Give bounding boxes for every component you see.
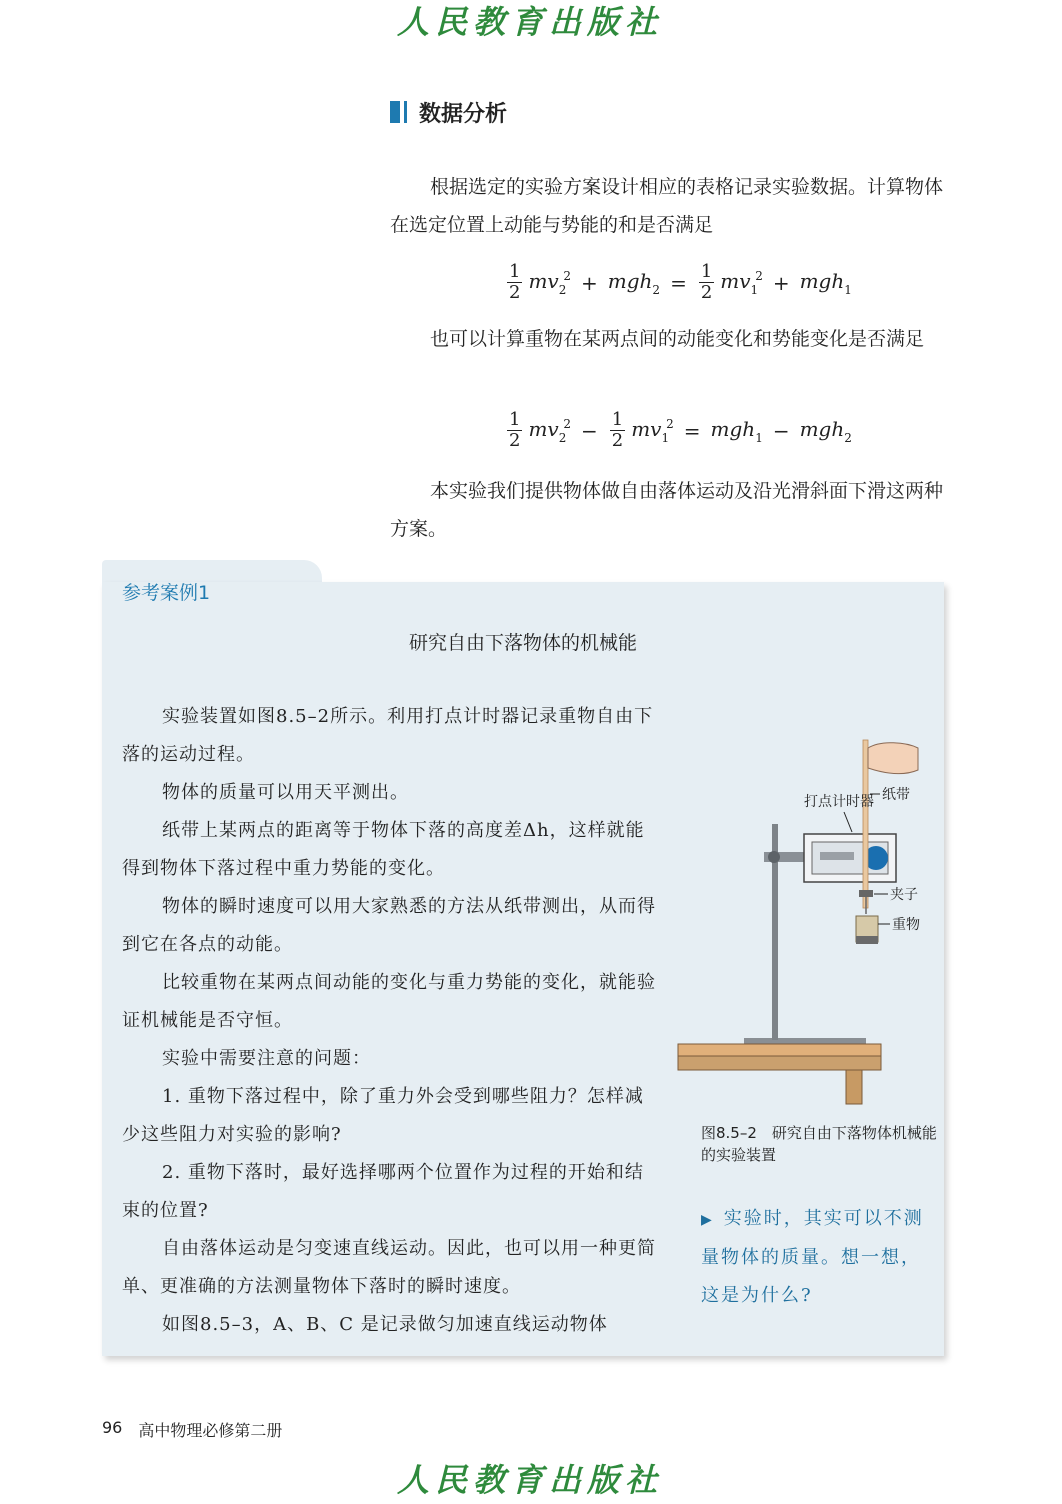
table-edge [678, 1056, 881, 1070]
publisher-logo-top: 人民教育出版社 [396, 3, 663, 41]
side-note [701, 1200, 937, 1315]
case-line: 实验中需要注意的问题： [162, 1048, 371, 1069]
paragraph-3-text: 本实验我们提供物体做自由落体运动及沿光滑斜面下滑这两种方案。 [390, 480, 944, 540]
section-heading [390, 96, 507, 128]
table-top [678, 1044, 881, 1056]
paper-tape [863, 740, 868, 908]
paragraph-1 [390, 168, 950, 244]
label-tape: 纸带 [882, 787, 910, 803]
section-title: 数据分析 [419, 101, 508, 127]
formula-1: $\frac{1}{2}$ $mv_2^2$ + mgh$_2$ = $\frac{1}{2}$ $mv_1^2$ + mgh$_1$ [509, 261, 852, 303]
stand-clamp-icon [768, 851, 780, 863]
paragraph-3 [390, 472, 950, 548]
case-line: 纸带上某两点的距离等于物体下落的高度差Δh，这样就能得到物体下落过程中重力势能的变化。 [122, 820, 645, 879]
side-note-text: 实验时，其实可以不测量物体的质量。想一想，这是为什么? [701, 1208, 924, 1306]
paragraph-2-text: 也可以计算重物在某两点间的动能变化和势能变化是否满足 [430, 328, 925, 350]
book-title: 高中物理必修第二册 [138, 1421, 283, 1440]
triangle-right-icon: ▶ [701, 1212, 714, 1228]
formula-2: $\frac{1}{2}$ $mv_2^2$ − $\frac{1}{2}$ $mv_1^2$ = mgh$_1$ − mgh$_2$ [509, 409, 852, 451]
page-number: 96 [102, 1418, 123, 1437]
case-line: 物体的质量可以用天平测出。 [162, 782, 409, 803]
label-weight: 重物 [892, 917, 920, 933]
case-text [122, 698, 660, 1344]
weight-base [856, 936, 878, 944]
paragraph-1-text: 根据选定的实验方案设计相应的表格记录实验数据。计算物体在选定位置上动能与势能的和是否满足 [390, 176, 944, 236]
section-marker-bar [404, 101, 407, 123]
label-clamp: 夹子 [890, 887, 918, 903]
case-line: 如图8.5–3，A、B、C 是记录做匀加速直线运动物体 [162, 1314, 608, 1335]
label-timer: 打点计时器 [804, 794, 874, 810]
case-line: 自由落体运动是匀变速直线运动。因此，也可以用一种更简单、更准确的方法测量物体下落时的瞬时速度。 [122, 1238, 656, 1297]
apparatus-figure [676, 720, 936, 1120]
case-line: 2. 重物下落时，最好选择哪两个位置作为过程的开始和结束的位置? [122, 1162, 644, 1221]
section-marker-icon [390, 101, 400, 123]
tape-clamp [859, 890, 873, 897]
case-label: 参考案例1 [122, 582, 211, 604]
base-plate [744, 1038, 866, 1044]
timer-bar [820, 852, 854, 860]
publisher-logo-bottom: 人民教育出版社 [396, 1461, 663, 1499]
figure-caption: 图8.5–2 研究自由下落物体机械能的实验装置 [701, 1124, 937, 1164]
case-line: 1. 重物下落过程中，除了重力外会受到哪些阻力？怎样减少这些阻力对实验的影响? [122, 1086, 644, 1145]
hand-icon [868, 743, 918, 774]
case-line: 实验装置如图8.5–2所示。利用打点计时器记录重物自由下落的运动过程。 [122, 706, 654, 765]
case-title: 研究自由下落物体的机械能 [408, 632, 637, 654]
case-line: 物体的瞬时速度可以用大家熟悉的方法从纸带测出，从而得到它在各点的动能。 [122, 896, 656, 955]
page-footer [102, 1418, 282, 1441]
table-leg [846, 1070, 862, 1104]
case-line: 比较重物在某两点间动能的变化与重力势能的变化，就能验证机械能是否守恒。 [122, 972, 656, 1031]
paragraph-2 [390, 320, 950, 358]
